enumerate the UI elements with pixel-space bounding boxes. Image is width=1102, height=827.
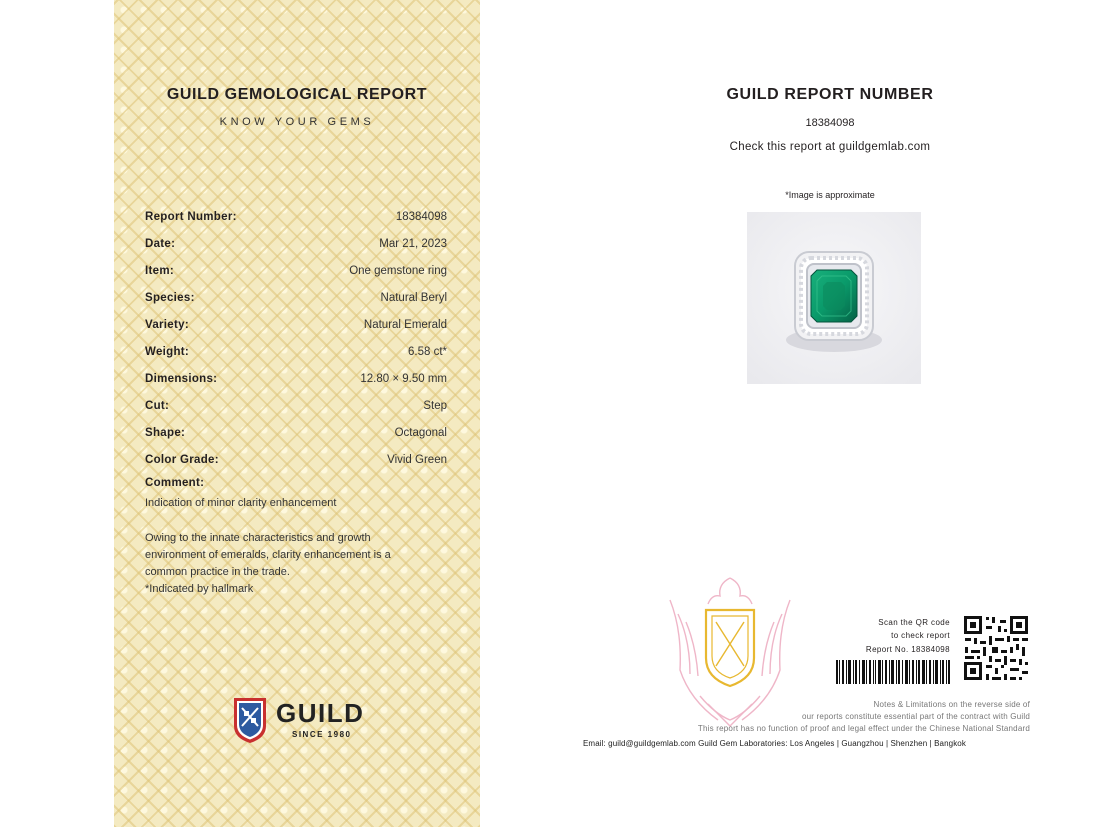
notes-limitations-line: our reports constitute essential part of the contract with Guild	[801, 712, 1030, 721]
guild-shield-icon	[232, 696, 268, 744]
ring-photo	[747, 212, 921, 384]
report-left-panel	[114, 0, 480, 827]
contact-footer: Email: guild@guildgemlab.com Guild Gem Laboratories: Los Angeles | Guangzhou | Shenzhen | Bangkok	[583, 739, 966, 748]
field-report-number	[145, 208, 447, 226]
field-label: Report Number:	[145, 211, 237, 223]
field-label: Cut:	[145, 400, 170, 412]
report-number-heading: GUILD REPORT NUMBER	[726, 86, 934, 103]
field-value: Step	[423, 400, 447, 412]
field-color-grade	[145, 451, 447, 469]
field-date	[145, 235, 447, 253]
qr-code-icon[interactable]	[962, 614, 1030, 682]
treatment-note-line: environment of emeralds, clarity enhancement is a	[145, 549, 391, 561]
field-dimensions	[145, 370, 447, 388]
field-value: 6.58 ct*	[408, 346, 447, 358]
field-cut	[145, 397, 447, 415]
field-label: Shape:	[145, 427, 186, 439]
field-label: Color Grade:	[145, 454, 219, 466]
guild-since-text: SINCE 1980	[292, 730, 352, 739]
field-item	[145, 262, 447, 280]
verify-report-link[interactable]: Check this report at guildgemlab.com	[729, 141, 931, 153]
field-value: Vivid Green	[387, 454, 447, 466]
field-value: 12.80 × 9.50 mm	[360, 373, 447, 385]
field-label: Dimensions:	[145, 373, 218, 385]
scan-qr-text: Scan the QR code	[878, 618, 950, 627]
field-label: Date:	[145, 238, 176, 250]
hallmark-note: *Indicated by hallmark	[145, 583, 254, 595]
report-title: GUILD GEMOLOGICAL REPORT	[166, 86, 428, 103]
guild-logo	[232, 694, 372, 750]
field-value: One gemstone ring	[349, 265, 447, 277]
field-label: Item:	[145, 265, 174, 277]
field-variety	[145, 316, 447, 334]
notes-limitations-line: Notes & Limitations on the reverse side of	[873, 700, 1030, 709]
field-species	[145, 289, 447, 307]
comment-text: Indication of minor clarity enhancement	[145, 497, 337, 509]
field-label: Variety:	[145, 319, 189, 331]
field-value: Mar 21, 2023	[379, 238, 447, 250]
guild-wordmark: GUILD	[276, 698, 365, 728]
field-weight	[145, 343, 447, 361]
field-label: Weight:	[145, 346, 190, 358]
image-note: *Image is approximate	[785, 190, 875, 200]
field-shape	[145, 424, 447, 442]
treatment-note-line: Owing to the innate characteristics and growth	[145, 532, 371, 544]
eagle-seal-icon	[660, 570, 800, 730]
field-value: Natural Emerald	[363, 319, 447, 331]
scan-qr-text: to check report	[891, 631, 950, 640]
report-no-text: Report No. 18384098	[865, 645, 950, 654]
barcode-icon	[836, 660, 950, 684]
field-value: Natural Beryl	[380, 292, 447, 304]
field-value: 18384098	[395, 211, 447, 223]
field-value: Octagonal	[394, 427, 447, 439]
report-number-value: 18384098	[805, 117, 855, 129]
notes-limitations-line: This report has no function of proof and legal effect under the Chinese National Standard	[697, 724, 1030, 733]
comment-label: Comment:	[145, 477, 205, 489]
field-label: Species:	[145, 292, 195, 304]
report-tagline: KNOW YOUR GEMS	[219, 116, 375, 128]
treatment-note-line: common practice in the trade.	[145, 566, 290, 578]
